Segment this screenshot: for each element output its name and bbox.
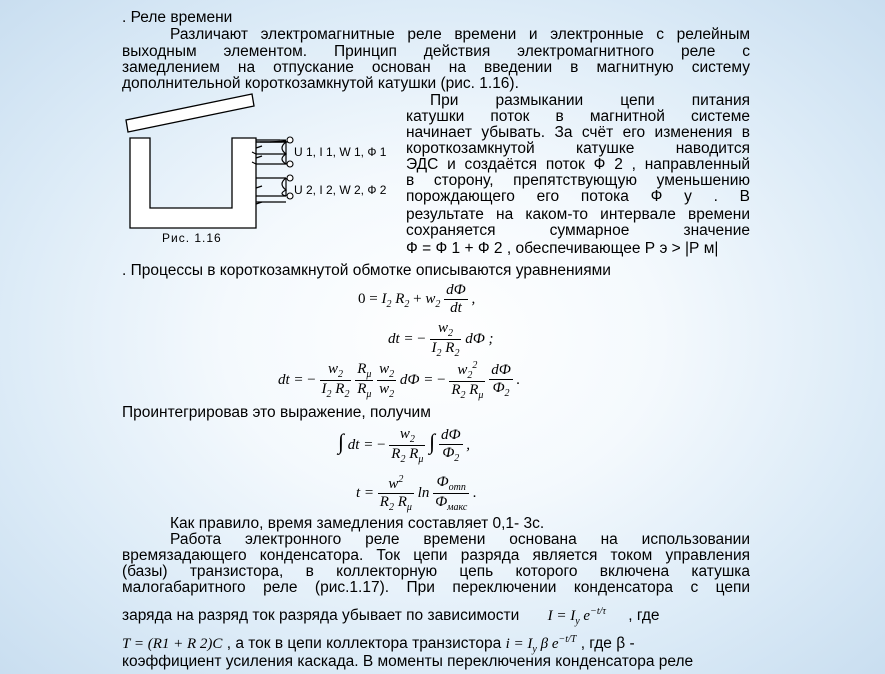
figure-caption: Рис. 1.16 [162, 231, 222, 245]
equation-1: $0 = I_2$ $R_2 + w_2$ $\frac{dФ}{dt}$ , [358, 282, 476, 316]
para2-line-6-text: , а ток в цепи коллектора транзистора [226, 635, 502, 652]
para2-line-3: (базы) транзистора, в коллекторную цепь которого включена катушка [122, 563, 750, 580]
discharge-formula: $I = I_y$ $e^{-t/\tau}$ [547, 606, 606, 627]
magnetic-core-icon [130, 138, 256, 228]
para2-line-1: Работа электронного реле времени основана на использовании [170, 531, 750, 548]
coil1-label: U 1, I 1, W 1, Ф 1 [294, 145, 387, 159]
right-line-5: ЭДС и создаётся поток Ф 2 , направленный [406, 156, 750, 173]
para2-line-5 [122, 604, 750, 630]
para2-line-6-tail: , где β - [580, 635, 635, 652]
right-line-8: результате на каком-то интервале времени [406, 206, 750, 223]
equation-2: dt = − $\frac{w_2}{I_2 R_2}$ dФ ; [388, 320, 494, 359]
coil2-terminals [287, 175, 293, 199]
right-line-2: катушки поток в магнитной системе [406, 108, 750, 125]
para2-line-4: малогабаритного реле (рис.1.17). При переключении конденсатора с цепи [122, 579, 750, 596]
para1-line-1: Различают электромагнитные реле времени и электронные с релейным [170, 26, 750, 43]
coil1-icon [252, 140, 290, 164]
coil2-label: U 2, I 2, W 2, Ф 2 [294, 183, 387, 197]
para2-line-2: времязадающего конденсатора. Ток цепи разряда является током управления [122, 547, 750, 564]
equation-5: t = $\frac{w^2}{R_2 R_\mu}$ ln $\frac{Ф_{отп}}{Ф_{макс}}$ . [356, 474, 477, 513]
right-line-7: порождающего его потока Ф у . В [406, 188, 750, 205]
para1-line-4: дополнительной короткозамкнутой катушки (рис. 1.16). [122, 75, 519, 92]
right-line-4: короткозамкнутой катушке наводится [406, 140, 750, 157]
para2-line-7: коэффициент усиления каскада. В моменты переключения конденсатора реле [122, 653, 694, 670]
section-heading: . Реле времени [122, 9, 233, 26]
armature-icon [126, 94, 254, 132]
equation-3: dt = − $\frac{w_2}{I_2 R_2}$ $\frac{R_\mu}{R_\mu}$ $\frac{w_2}{w_2}$ dФ = − $\frac{w_2^2}{R_2 R_\mu}$ $\frac{dФ}{Ф_2}$ . [278, 360, 521, 401]
right-line-9: сохраняется суммарное значение [406, 222, 750, 239]
time-constant-formula: T = (R1 + R 2)C [122, 636, 223, 652]
coil2-icon [256, 178, 286, 204]
para2-line-5-text: заряда на разряд ток разряда убывает по зависимости [122, 607, 520, 624]
typical-line: Как правило, время замедления составляет 0,1- 3с. [170, 515, 545, 532]
process-line: . Процессы в короткозамкнутой обмотке описываются уравнениями [122, 262, 611, 279]
para1-line-3: замедлением на отпускание основан на введении в магнитную систему [122, 59, 750, 76]
right-line-3: начинает убывать. За счёт его изменения в [406, 124, 750, 141]
equation-4: ∫ dt = − $\frac{w_2}{R_2 R_\mu}$ ∫ $\frac{dФ}{Ф_2}$ , [338, 426, 471, 465]
right-line-6: в сторону, препятствующую уменьшению [406, 172, 750, 189]
para1-line-2: выходным элементом. Принцип действия электромагнитного реле с [122, 43, 750, 60]
figure-relay-diagram [120, 92, 410, 242]
para2-line-5-tail: , где [628, 607, 660, 624]
right-line-10: Ф = Ф 1 + Ф 2 , обеспечивающее Р э > |Р м| [406, 240, 719, 257]
collector-current-formula: $i = I_y$ β $e^{-t/T}$ [505, 634, 577, 655]
integrated-line: Проинтегрировав это выражение, получим [122, 404, 431, 421]
right-line-1: При размыкании цепи питания [430, 92, 750, 109]
